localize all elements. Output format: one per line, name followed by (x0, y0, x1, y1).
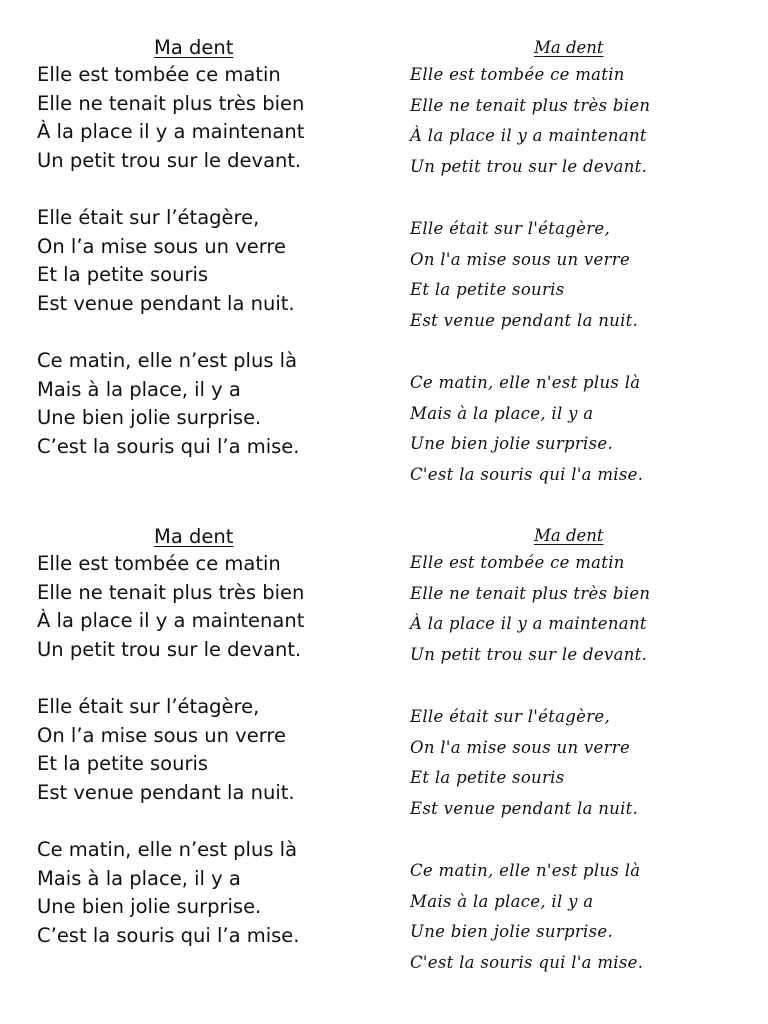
poem-line: Mais à la place, il y a (410, 403, 594, 423)
poem-line: À la place il y a maintenant (37, 120, 305, 143)
poem-line: Une bien jolie surprise. (37, 406, 262, 429)
poem-line: Elle était sur l’étagère, (37, 695, 260, 718)
poem-line: Elle est tombée ce matin (410, 553, 625, 572)
poem-cursive-copy-1 (410, 36, 750, 522)
poem-line: Elle ne tenait plus très bien (410, 95, 651, 115)
stanza-3 (410, 368, 750, 490)
poem-line: Elle était sur l’étagère, (37, 206, 260, 229)
poem-line: Est venue pendant la nuit. (410, 798, 639, 818)
poem-line: On l'a mise sous un verre (410, 249, 631, 269)
poem-line: Mais à la place, il y a (37, 866, 241, 890)
poem-title: Ma dent (534, 526, 604, 545)
poem-line: Est venue pendant la nuit. (410, 310, 639, 330)
poem-line: Une bien jolie surprise. (410, 434, 614, 453)
poem-line: À la place il y a maintenant (410, 126, 647, 145)
poem-line: Elle ne tenait plus très bien (37, 580, 305, 604)
poem-line: Et la petite souris (37, 263, 209, 286)
poem-line: Et la petite souris (37, 752, 209, 775)
poem-line: Ce matin, elle n'est plus là (410, 373, 641, 392)
poem-line: Une bien jolie surprise. (410, 922, 614, 941)
poem-title: Ma dent (154, 525, 234, 548)
stanza-2 (37, 204, 377, 318)
poem-line: C’est la souris qui l’a mise. (37, 923, 300, 947)
poem-line: Et la petite souris (410, 768, 565, 787)
poem-line: C’est la souris qui l’a mise. (37, 434, 300, 458)
poem-line: Est venue pendant la nuit. (37, 780, 295, 804)
poem-line: Un petit trou sur le devant. (37, 148, 302, 172)
stanza-1 (37, 61, 377, 175)
poem-line: Elle ne tenait plus très bien (37, 91, 305, 115)
stanza-3 (410, 856, 750, 978)
poem-line: Ce matin, elle n’est plus là (37, 838, 298, 861)
poem-line: On l’a mise sous un verre (37, 234, 286, 258)
poem-line: Un petit trou sur le devant. (37, 637, 302, 661)
stanza-2 (37, 693, 377, 807)
stanza-1 (37, 550, 377, 664)
poem-line: On l'a mise sous un verre (410, 737, 631, 757)
poem-title: Ma dent (154, 36, 234, 59)
poem-cursive-copy-2 (410, 524, 750, 1010)
poem-line: C'est la souris qui l'a mise. (410, 952, 644, 972)
poem-line: Elle est tombée ce matin (410, 65, 625, 84)
poem-line: Ce matin, elle n’est plus là (37, 349, 298, 372)
poem-line: Elle est tombée ce matin (37, 63, 281, 86)
stanza-3 (37, 347, 377, 461)
stanza-2 (410, 214, 750, 336)
poem-line: Est venue pendant la nuit. (37, 291, 295, 315)
poem-line: Mais à la place, il y a (410, 891, 594, 911)
poem-line: Un petit trou sur le devant. (410, 156, 648, 176)
stanza-2 (410, 702, 750, 824)
poem-line: Elle était sur l'étagère, (410, 219, 610, 238)
poem-line: C'est la souris qui l'a mise. (410, 464, 644, 484)
poem-print-copy-1 (37, 35, 377, 490)
poem-line: Un petit trou sur le devant. (410, 644, 648, 664)
stanza-1 (410, 548, 750, 670)
poem-line: Elle ne tenait plus très bien (410, 583, 651, 603)
poem-line: Ce matin, elle n'est plus là (410, 861, 641, 880)
poem-line: Elle est tombée ce matin (37, 552, 281, 575)
poem-line: On l’a mise sous un verre (37, 723, 286, 747)
poem-line: Une bien jolie surprise. (37, 895, 262, 918)
poem-print-copy-2 (37, 524, 377, 979)
poem-line: Elle était sur l'étagère, (410, 707, 610, 726)
poem-line: Et la petite souris (410, 280, 565, 299)
poem-line: À la place il y a maintenant (37, 609, 305, 632)
stanza-3 (37, 836, 377, 950)
poem-line: Mais à la place, il y a (37, 377, 241, 401)
stanza-1 (410, 60, 750, 182)
poem-line: À la place il y a maintenant (410, 614, 647, 633)
poem-title: Ma dent (534, 38, 604, 57)
